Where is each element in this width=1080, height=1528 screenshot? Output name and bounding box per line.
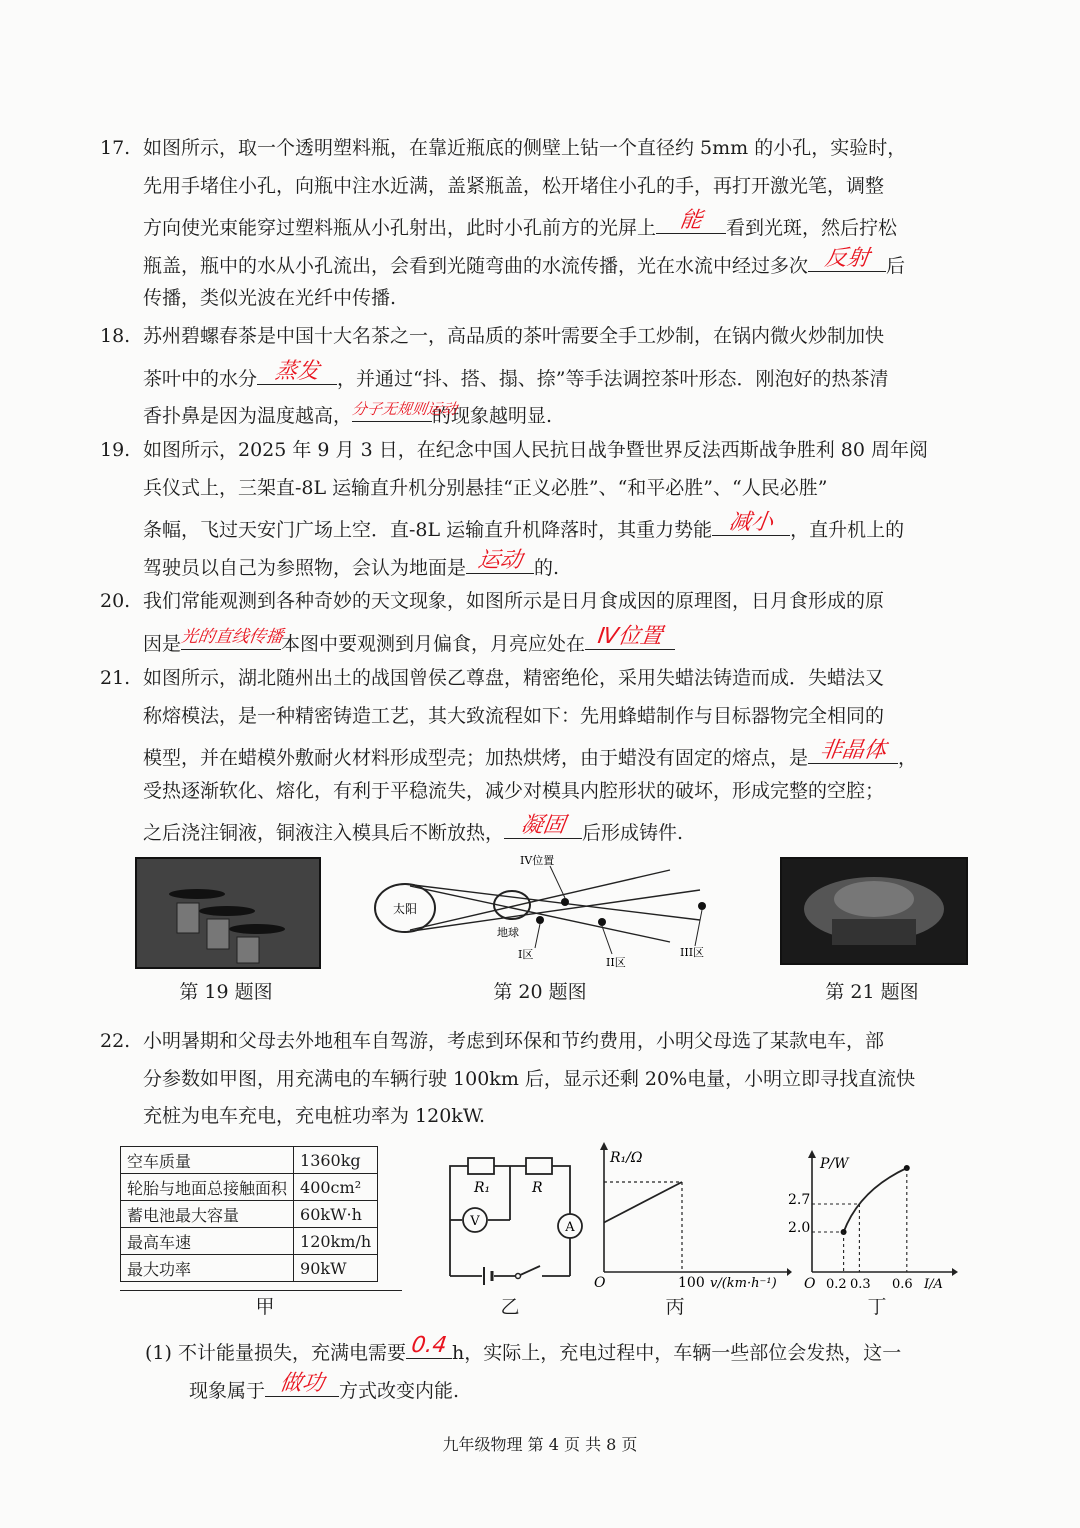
table-row [121,1201,378,1228]
figure-20-eclipse-diagram [370,850,730,968]
y-tick-label: 2.7 [788,1192,811,1208]
table-cell: 1360kg [294,1147,378,1174]
moon-position [698,902,706,910]
question-text: 模型，并在蜡模外敷耐火材料形成型壳；加热烘烤，由于蜡没有固定的熔点，是 [143,747,809,769]
question-text: 受热逐渐软化、熔化，有利于平稳流失，减少对模具内腔形状的破坏，形成完整的空腔； [143,779,885,802]
resistor-r [526,1158,552,1174]
answer-blank[interactable] [406,1330,452,1359]
handwritten-answer: 反射 [823,245,871,271]
answer-blank[interactable] [712,507,790,536]
answer-blank[interactable] [585,621,675,650]
question-text: 传播，类似光波在光纤中传播. [143,287,397,309]
x-tick-label: 0.2 [826,1277,847,1292]
question-text: 看到光斑，然后拧松 [726,217,898,239]
data-curve [844,1168,907,1232]
question-text: 兵仪式上，三架直-8L 运输直升机分别悬挂“正义必胜”、“和平必胜”、“人民必胜” [143,476,828,499]
question-text: 的. [534,556,560,579]
figure-19-caption: 第 19 题图 [179,981,273,1003]
x-tick-label: O [804,1276,816,1292]
figure-jia-caption: 甲 [255,1296,275,1318]
figure-yi-caption: 乙 [500,1296,520,1318]
answer-blank[interactable] [808,243,886,272]
moon-position [536,916,544,924]
question-text: 的现象越明显. [432,405,553,427]
power-current-chart [788,1140,960,1292]
question-19 [100,432,990,582]
eclipse-diagram [370,850,730,968]
question-text: 本图中要观测到月偏食，月亮应处在 [281,632,586,655]
handwritten-answer: 减小 [727,510,775,535]
table-cell: 120km/h [294,1228,378,1255]
figure-21-photo [780,857,968,965]
figure-19-photo [135,857,321,969]
table-row [121,1147,378,1174]
r1-label: R₁ [474,1180,491,1196]
question-text: 小明暑期和父母去外地租车自驾游，考虑到环保和节约费用，小明父母选了某款电车，部 [143,1030,885,1052]
y-axis-label: P/W [820,1156,849,1172]
table-cell: 60kW·h [294,1201,378,1228]
switch-contact [516,1274,521,1279]
handwritten-answer: 蒸发 [273,358,321,384]
question-22-sub-1 [145,1330,990,1405]
page-footer: 九年级物理 第 4 页 共 8 页 [442,1435,638,1454]
x-tick-label: 100 [678,1275,705,1291]
question-17 [100,130,990,318]
question-number: 22. [100,1030,131,1052]
r1-velocity-chart [592,1140,792,1290]
bronze-vessel-photo [782,859,966,963]
question-text: 如图所示，取一个透明塑料瓶，在靠近瓶底的侧壁上钻一个直径约 5mm 的小孔，实验时， [143,137,907,159]
question-text: 后 [886,254,906,277]
table-cell: 90kW [294,1255,378,1282]
question-text: 方式改变内能. [339,1379,460,1402]
moon-position-4 [561,898,569,906]
question-text: h，实际上，充电过程中，车辆一些部位会发热，这一 [451,1342,902,1364]
handwritten-answer: Ⅳ位置 [596,623,665,649]
figure-21-caption: 第 21 题图 [825,981,919,1003]
y-tick-label: 2.0 [788,1220,811,1236]
question-text: 先用手堵住小孔，向瓶中注水近满，盖紧瓶盖，松开堵住小孔的手，再打开激光笔，调整 [143,174,885,197]
question-number: 20. [100,590,131,612]
x-tick-label: 0.6 [892,1277,913,1292]
question-text: 苏州碧螺春茶是中国十大名茶之一，高品质的茶叶需要全手工炒制，在锅内微火炒制加快 [143,325,885,347]
question-text: 之后浇注铜液，铜液注入模具后不断放热， [143,822,505,844]
answer-blank[interactable] [808,735,898,764]
data-line [604,1182,682,1223]
x-axis-label: v/(km·h⁻¹) [710,1276,777,1291]
answer-blank[interactable] [656,205,726,234]
x-tick-label: 0.3 [850,1277,871,1292]
table-cell: 蓄电池最大容量 [121,1201,294,1228]
table-row [121,1174,378,1201]
handwritten-answer: 光的直线传播 [179,626,285,647]
question-text: ，并通过“抖、搭、搨、捺”等手法调控茶叶形态．刚泡好的热茶清 [337,367,889,390]
ammeter-label: A [565,1220,575,1235]
question-text: 方向使光束能穿过塑料瓶从小孔射出，此时小孔前方的光屏上 [143,217,657,239]
table-cell: 最高车速 [121,1228,294,1255]
answer-blank[interactable] [350,393,459,422]
question-text: 充桩为电车充电，充电桩功率为 120kW. [143,1105,486,1127]
question-text: 如图所示，湖北随州出土的战国曾侯乙尊盘，精密绝伦，采用失蜡法铸造而成．失蜡法又 [143,667,885,689]
answer-blank[interactable] [265,1368,339,1397]
question-text: 因是 [143,632,182,655]
question-text: 分参数如甲图，用充满电的车辆行驶 100km 后，显示还剩 20%电量，小明立即寻找直流快 [143,1067,916,1090]
helicopter-photo [137,859,319,967]
question-text: 条幅，飞过天安门广场上空．直-8L 运输直升机降落时，其重力势能 [143,519,713,541]
question-20 [100,583,990,658]
handwritten-answer: 运动 [476,547,524,573]
zone-1-label: I区 [518,948,534,961]
x-tick-label: O [594,1275,606,1291]
table-cell: 轮胎与地面总接触面积 [121,1174,294,1201]
sub-question-number: (1) [145,1342,172,1364]
table-cell: 400cm² [294,1174,378,1201]
divider [120,1290,402,1291]
earth-label: 地球 [497,926,519,939]
question-text: 驾驶员以自己为参照物，会认为地面是 [143,556,467,579]
sun-label: 太阳 [392,902,418,916]
r-label: R [532,1180,543,1196]
figure-yi-circuit [440,1146,590,1286]
handwritten-answer: 做功 [278,1370,326,1396]
zone-3-label: III区 [680,946,705,959]
handwritten-answer: 0.4 [409,1333,449,1358]
position-4-label: IV位置 [520,854,555,867]
figure-20-caption: 第 20 题图 [493,981,587,1003]
question-text: 称熔模法，是一种精密铸造工艺，其大致流程如下：先用蜂蜡制作与目标器物完全相同的 [143,704,885,727]
question-text: 如图所示，2025 年 9 月 3 日，在纪念中国人民抗日战争暨世界反法西斯战争胜利 80 周年阅 [143,439,928,461]
handwritten-answer: 分子无规则运动 [350,400,459,418]
figure-bing-chart [592,1140,792,1290]
question-number: 19. [100,439,131,461]
zone-2-label: II区 [606,956,626,969]
figure-ding-caption: 丁 [867,1296,887,1318]
moon-position [598,918,606,926]
question-text: ， [898,747,918,769]
table-row [121,1228,378,1255]
table-cell: 空车质量 [121,1147,294,1174]
answer-blank[interactable] [466,545,534,574]
question-text: 后形成铸件. [582,822,684,844]
question-18 [100,318,990,431]
answer-blank[interactable] [257,356,337,385]
figure-bing-caption: 丙 [665,1296,685,1318]
voltmeter-label: V [470,1214,480,1229]
car-parameters-table [120,1146,378,1282]
answer-blank[interactable] [504,810,582,839]
circuit-diagram [440,1146,590,1286]
table-cell: 最大功率 [121,1255,294,1282]
question-text: ，直升机上的 [790,519,905,541]
question-21 [100,660,990,848]
handwritten-answer: 能 [678,208,704,233]
handwritten-answer: 非晶体 [818,738,888,763]
handwritten-answer: 凝固 [519,813,567,838]
question-22 [100,1023,990,1136]
resistor-r1 [468,1158,494,1174]
y-axis-label: R₁/Ω [610,1150,643,1166]
x-axis-label: I/A [924,1277,943,1292]
answer-blank[interactable] [179,621,285,650]
question-number: 21. [100,667,131,689]
figure-jia-table [120,1146,402,1291]
question-text: 香扑鼻是因为温度越高， [143,405,353,427]
question-number: 18. [100,325,131,347]
figure-ding-chart [788,1140,960,1292]
question-text: 茶叶中的水分 [143,367,258,390]
question-text: 瓶盖，瓶中的水从小孔流出，会看到光随弯曲的水流传播，光在水流中经过多次 [143,254,809,277]
question-text: 现象属于 [189,1379,266,1402]
question-number: 17. [100,137,131,159]
question-text: 不计能量损失，充满电需要 [177,1342,406,1364]
question-text: 我们常能观测到各种奇妙的天文现象，如图所示是日月食成因的原理图，日月食形成的原 [143,590,885,612]
table-row [121,1255,378,1282]
